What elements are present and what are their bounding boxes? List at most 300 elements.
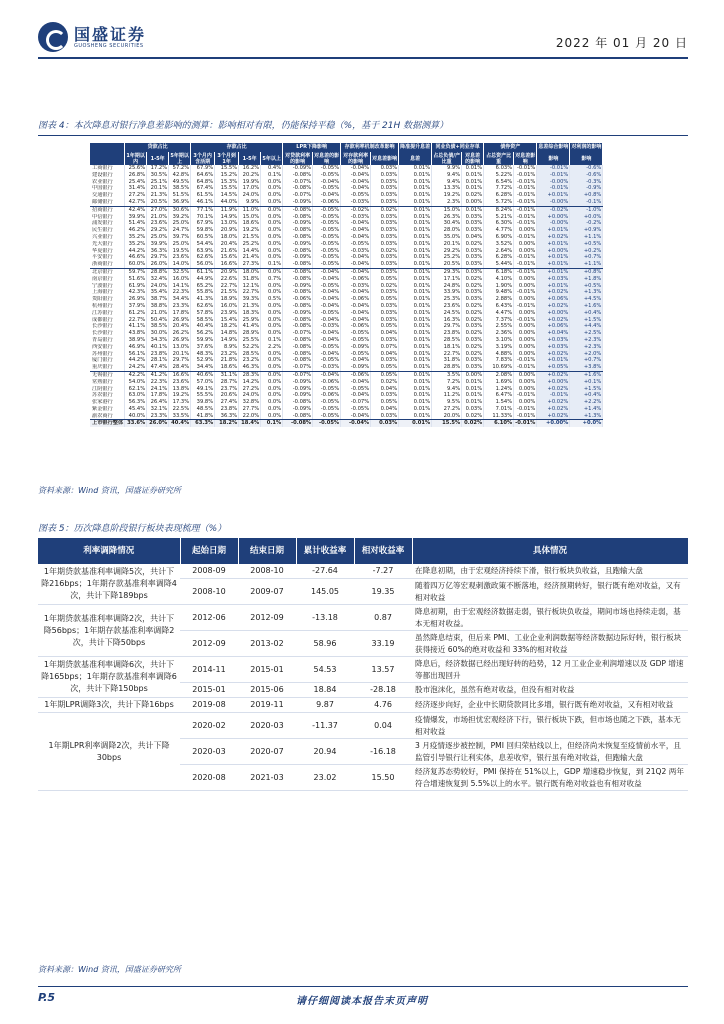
table-cell: 60.5% (191, 234, 215, 241)
table-cell: 0.01% (399, 283, 432, 290)
table-cell: 0.00% (514, 323, 537, 330)
table-cell: 61.5% (191, 192, 215, 199)
table-cell: +1.5% (570, 317, 603, 324)
table-header-cell: 影响 (537, 152, 570, 165)
table-cell: 0.02% (371, 379, 399, 386)
column-header: 具体情况 (412, 538, 688, 564)
bank-name: 北京银行 (90, 268, 125, 275)
table-cell: 0.1% (261, 337, 283, 344)
table-header-cell: 1年期以内 (126, 152, 145, 165)
table-cell: 54.4% (191, 241, 215, 248)
table-cell: 32.1% (147, 406, 169, 413)
table-cell: 0.01% (399, 413, 432, 420)
table-cell: 26.4% (147, 399, 169, 406)
table-cell: +0.02% (537, 234, 570, 241)
table-cell: 64.8% (191, 179, 215, 186)
table-cell: 9.9% (432, 165, 462, 172)
table-cell: -0.04% (341, 379, 371, 386)
table-cell: 64.6% (191, 172, 215, 179)
table-cell: 0.03% (462, 337, 484, 344)
table-cell: 0.0% (261, 413, 283, 420)
table-cell: 45.4% (125, 406, 147, 413)
table-cell: 41.1% (125, 323, 147, 330)
table-header-cell: 存款利率机制改革影响 (341, 143, 399, 152)
table-cell: 6.28% (484, 192, 514, 199)
table-cell: +0.06% (537, 296, 570, 303)
table-cell: -0.01% (514, 406, 537, 413)
table-cell: 2013-02 (238, 631, 296, 657)
table-cell: 26.0% (147, 261, 169, 268)
table-cell: 20.2% (239, 172, 261, 179)
table-cell: -0.09% (283, 283, 313, 290)
table-cell: 0.03% (371, 268, 399, 275)
table-cell: 9.87 (296, 698, 354, 713)
table-cell: 46.3% (239, 364, 261, 371)
table-row (90, 289, 603, 296)
table-cell: -0.04% (313, 296, 341, 303)
table-cell: -0.00% (537, 179, 570, 186)
table-cell: 16.2% (239, 165, 261, 172)
table-cell: +0.8% (570, 192, 603, 199)
table-cell: 29.7% (147, 254, 169, 261)
table-cell: 37.9% (125, 303, 147, 310)
table-cell: -0.05% (313, 234, 341, 241)
table-cell: -0.04% (341, 268, 371, 275)
table-cell: 14.8% (215, 330, 239, 337)
table-row (90, 344, 603, 351)
table-cell: -0.01% (515, 420, 536, 427)
table-cell: 18.0% (239, 268, 261, 275)
table-cell: -0.05% (341, 351, 371, 358)
bank-name: 苏州银行 (90, 351, 125, 358)
table-cell: -0.04% (341, 179, 371, 186)
table-row (90, 330, 603, 337)
table-cell: 19.35 (354, 579, 412, 605)
table-cell: +0.0% (570, 420, 603, 427)
table-cell: -0.01% (514, 357, 537, 364)
table-cell: 3.5% (432, 371, 462, 378)
table-cell: 25.0% (147, 234, 169, 241)
table-cell: 27.7% (239, 406, 261, 413)
bank-name: 渝农商行 (90, 413, 125, 420)
table-cell: 42.3% (125, 289, 147, 296)
table-cell: 0.04% (371, 386, 399, 393)
table-cell: 38.5% (169, 185, 191, 192)
table-cell: 23.3% (147, 413, 169, 420)
table-row (90, 310, 603, 317)
table-cell: 0.02% (462, 283, 484, 290)
table-cell: -0.07% (283, 192, 313, 199)
table-cell: 18.9% (215, 296, 239, 303)
table-cell: 0.02% (462, 317, 484, 324)
table-header-cell: 5年期以上 (170, 152, 189, 165)
table-cell: 2.08% (484, 371, 514, 378)
bank-name: 成都银行 (90, 317, 125, 324)
table-cell: 23.7% (215, 386, 239, 393)
table-cell: -0.01% (514, 185, 537, 192)
bank-name: 农业银行 (90, 179, 125, 186)
table-cell: +0.03% (537, 337, 570, 344)
table-cell: 19.2% (432, 192, 462, 199)
table-cell: 9.9% (239, 199, 261, 206)
table-cell: 23.2% (239, 357, 261, 364)
table-cell: 19.2% (239, 227, 261, 234)
table-cell: -0.09% (283, 386, 313, 393)
table-cell: 57.2% (169, 165, 191, 172)
table-cell: +1.6% (570, 371, 603, 378)
detail-text: 3 月疫情逐步被控制，PMI 回归荣枯线以上，但经济尚未恢复至疫情前水平，且监管引导银行让利实体，息差收窄，银行虽有绝对收益，但跑输大盘 (412, 739, 688, 765)
table-cell: 0.0% (261, 310, 283, 317)
table-cell: 0.03% (371, 214, 399, 221)
table-row (90, 379, 603, 386)
table-cell: +0.02% (537, 371, 570, 378)
table-cell: -0.04% (341, 165, 371, 172)
table-cell: 27.2% (125, 192, 147, 199)
table-cell: -0.03% (313, 364, 341, 371)
table-cell: +1.3% (570, 413, 603, 420)
table-cell: -0.6% (570, 172, 603, 179)
table-cell: 0.03% (371, 337, 399, 344)
table-cell: 0.02% (462, 330, 484, 337)
table-cell: 0.01% (399, 337, 432, 344)
table-cell: 0.01% (399, 399, 432, 406)
table-cell: 44.9% (191, 276, 215, 283)
table-cell: -0.01% (514, 289, 537, 296)
table-cell: -0.08% (283, 303, 313, 310)
table-cell: 59.9% (191, 337, 215, 344)
table-cell: 27.4% (215, 399, 239, 406)
table-cell: 0.01% (399, 276, 432, 283)
table-row (90, 406, 603, 413)
table-cell: -0.05% (313, 386, 341, 393)
table-cell: 19.5% (169, 248, 191, 255)
table-header-cell: 对存款利率的影响 (341, 152, 371, 165)
table-cell: 56.1% (125, 351, 147, 358)
table-cell: 26.8% (125, 172, 147, 179)
table-cell: +0.02% (537, 386, 570, 393)
table-cell: 13.8% (169, 386, 191, 393)
table-cell: -0.08% (283, 420, 313, 427)
table-cell: -0.05% (313, 227, 341, 234)
table-cell: -0.04% (341, 185, 371, 192)
table-cell: 0.03% (371, 254, 399, 261)
table-cell: 24.7% (169, 227, 191, 234)
table-cell: 0.0% (261, 399, 283, 406)
table-cell: 0.1% (261, 261, 283, 268)
table-cell: -0.05% (313, 220, 341, 227)
table-cell: 16.0% (169, 276, 191, 283)
table-cell: 0.01% (399, 392, 432, 399)
table-cell: 0.03% (462, 214, 484, 221)
table-cell: +1.1% (570, 234, 603, 241)
table-cell: 0.00% (514, 386, 537, 393)
table-cell: 0.01% (399, 406, 432, 413)
table-cell: 0.03% (371, 185, 399, 192)
table-cell: 57.0% (191, 379, 215, 386)
bank-name: 中信银行 (90, 214, 125, 221)
rate-cut-description: 1年期贷款基准利率调降6次，共计下降165bps；1年期存款基准利率调降6次，共计下降150bps (38, 657, 180, 698)
table-cell: -0.08% (283, 289, 313, 296)
table-cell: 10.69% (484, 364, 514, 371)
table-cell: 14.9% (215, 337, 239, 344)
table-cell: -1.0% (570, 206, 603, 213)
rate-cut-description: 1年期LPR利率调降2次，共计下降30bps (38, 713, 180, 791)
table-cell: 65.2% (191, 283, 215, 290)
bank-name: 平安银行 (90, 254, 125, 261)
table-cell: -0.05% (341, 337, 371, 344)
table-cell: 17.1% (432, 276, 462, 283)
table-cell: 32.4% (147, 276, 169, 283)
table-cell: +0.8% (570, 268, 603, 275)
table-header-cell: 贷款占比 (125, 143, 191, 152)
table-cell: 0.01% (399, 357, 432, 364)
table-cell: -0.04% (313, 330, 341, 337)
rate-cut-description: 1年期贷款基准利率调降2次，共计下降56bps；1年期存款基准利率调降2次，共计下降50bps (38, 605, 180, 657)
table-header-cell: 同业负债+同业存单 (432, 143, 484, 152)
table-cell: -0.05% (341, 386, 371, 393)
table-cell: 56.2% (191, 330, 215, 337)
table-cell: +1.5% (570, 386, 603, 393)
table-cell: -0.03% (341, 214, 371, 221)
table-cell: 62.6% (191, 254, 215, 261)
table-cell: 0.00% (514, 248, 537, 255)
table-header-cell: 1-5年 (239, 152, 261, 165)
table-cell: -0.05% (313, 172, 341, 179)
table-cell: 2015-06 (238, 683, 296, 698)
table-row (90, 371, 603, 378)
table-cell: -16.18 (354, 739, 412, 765)
table-cell: 5.72% (484, 199, 514, 206)
table-cell: 18.2% (215, 323, 239, 330)
table-cell: 0.01% (399, 165, 432, 172)
table-cell: 38.5% (147, 323, 169, 330)
table-cell: 0.03% (371, 220, 399, 227)
table-row (90, 296, 603, 303)
table-cell: -0.08% (283, 248, 313, 255)
column-header: 利率调降情况 (38, 538, 180, 564)
table-cell: 0.01% (399, 179, 432, 186)
table-cell: 54.0% (125, 379, 147, 386)
table-cell: -0.07% (283, 330, 313, 337)
table-cell: -0.08% (283, 172, 313, 179)
table-cell: +0.03% (537, 344, 570, 351)
table-cell: -0.05% (313, 241, 341, 248)
bank-name: 邮储银行 (90, 199, 125, 206)
table-cell: 0.03% (371, 357, 399, 364)
table-cell: 54.53 (296, 657, 354, 683)
table-cell: 22.6% (215, 276, 239, 283)
table-cell: -0.04% (341, 227, 371, 234)
table-cell: 0.02% (462, 192, 484, 199)
table-cell: 0.05% (371, 399, 399, 406)
bank-name: 光大银行 (90, 241, 125, 248)
table-cell: 0.03% (371, 420, 399, 427)
table-cell: 0.01% (399, 344, 432, 351)
bank-name: 上海银行 (90, 289, 125, 296)
table-cell: 5.21% (484, 214, 514, 221)
table-cell: 63.9% (191, 248, 215, 255)
table-cell: +1.8% (570, 276, 603, 283)
table-cell: 2020-02 (180, 713, 238, 739)
table-cell: 18.3% (239, 310, 261, 317)
table-cell: 9.48% (484, 289, 514, 296)
table-cell: 0.0% (261, 379, 283, 386)
table-cell: 3.52% (484, 241, 514, 248)
table-cell: 0.03% (462, 289, 484, 296)
table-cell: 0.05% (371, 296, 399, 303)
table-cell: 0.0% (261, 254, 283, 261)
table-cell: 70.1% (191, 214, 215, 221)
table-cell: 0.05% (371, 364, 399, 371)
table-cell: 15.3% (215, 179, 239, 186)
figure-5-title: 图表 5：历次降息阶段银行板块表现梳理（%） (38, 518, 688, 539)
table-cell: 0.03% (371, 234, 399, 241)
table-cell: 2019-08 (180, 698, 238, 713)
table-cell: -0.01% (514, 179, 537, 186)
table-cell: 21.3% (147, 192, 169, 199)
table-cell: 58.5% (191, 317, 215, 324)
table-header-cell: LPR下降影响 (283, 143, 341, 152)
table-cell: 0.0% (261, 220, 283, 227)
table-cell: +0.00% (537, 248, 570, 255)
bank-name: 西安银行 (90, 344, 125, 351)
table-cell: 18.4% (239, 420, 261, 427)
table-cell: 0.03% (371, 241, 399, 248)
table-cell: 0.01% (399, 371, 432, 378)
table-header-cell: 降准提升息差 (400, 144, 431, 150)
table-cell: 0.01% (399, 248, 432, 255)
table-cell: 0.02% (371, 248, 399, 255)
table-row (90, 248, 603, 255)
table-cell: 0.03% (371, 179, 399, 186)
table-cell: 63.0% (125, 392, 147, 399)
table-cell: 0.03% (371, 317, 399, 324)
table-cell: 2.3% (432, 199, 462, 206)
table-cell: 0.05% (371, 371, 399, 378)
table-cell: -0.06% (341, 276, 371, 283)
table-cell: -0.09% (283, 379, 313, 386)
table-cell: 13.0% (215, 220, 239, 227)
table-cell: 39.8% (191, 399, 215, 406)
table-cell: 14.5% (215, 192, 239, 199)
table-cell: 9.5% (432, 399, 462, 406)
table-cell: -0.01% (537, 392, 570, 399)
table-cell: 0.04% (371, 330, 399, 337)
table-cell: 0.03% (371, 261, 399, 268)
table-cell: 0.01% (462, 206, 484, 213)
table-cell: 6.28% (484, 254, 514, 261)
table-row (90, 364, 603, 371)
table-cell: 11.0% (239, 206, 261, 213)
column-header: 起始日期 (180, 538, 238, 564)
disclaimer-link[interactable]: 请仔细阅读本报告末页声明 (296, 996, 428, 1007)
table-cell: +0.02% (537, 289, 570, 296)
table-cell: 7.2% (432, 379, 462, 386)
table-cell: -0.08% (283, 317, 313, 324)
table-cell: 0.02% (371, 283, 399, 290)
table-cell: 0.00% (462, 371, 484, 378)
table-cell: 0.03% (462, 323, 484, 330)
table-cell: 0.01% (399, 199, 432, 206)
table-cell: -0.05% (341, 330, 371, 337)
table-cell: 0.01% (399, 261, 432, 268)
table-row (90, 337, 603, 344)
table-cell: 28.0% (432, 227, 462, 234)
bank-name: 江苏银行 (90, 310, 125, 317)
table-cell: 9.4% (432, 386, 462, 393)
table-cell: -0.04% (341, 289, 371, 296)
table-row (90, 254, 603, 261)
table-cell: 21.6% (215, 248, 239, 255)
table-cell: 46.2% (125, 227, 147, 234)
table-cell: 25.3% (432, 296, 462, 303)
table-cell: 6.10% (484, 420, 514, 427)
table-row (90, 317, 603, 324)
table-cell: 2020-07 (238, 739, 296, 765)
table-cell: 28.7% (215, 379, 239, 386)
table-cell: 2020-08 (180, 765, 238, 791)
table-cell: 42.4% (125, 206, 147, 213)
table-cell: -0.01% (514, 261, 537, 268)
table-cell: -0.01% (514, 220, 537, 227)
table-cell: 16.6% (169, 371, 191, 378)
table-cell: -0.04% (313, 351, 341, 358)
table-cell: -0.3% (570, 179, 603, 186)
column-header: 相对收益率 (354, 538, 412, 564)
table-cell: 15.6% (215, 254, 239, 261)
table-cell: 18.6% (215, 364, 239, 371)
table-cell: 0.0% (261, 351, 283, 358)
table-cell: +0.4% (570, 392, 603, 399)
table-cell: 32.8% (239, 399, 261, 406)
table-cell: 24.0% (239, 392, 261, 399)
table-cell: 44.2% (125, 248, 147, 255)
table-cell: 46.6% (125, 254, 147, 261)
table-cell: 20.6% (215, 392, 239, 399)
table-cell: -0.09% (283, 220, 313, 227)
table-cell: 15.0% (239, 214, 261, 221)
table-cell: 0.0% (261, 317, 283, 324)
table-cell: 67.9% (191, 165, 215, 172)
table-cell: 0.5% (261, 296, 283, 303)
table-cell: 0.0% (261, 392, 283, 399)
table-cell: 28.1% (147, 357, 169, 364)
table-cell: 49.1% (191, 386, 215, 393)
table-cell: 2009-07 (238, 579, 296, 605)
table-cell: 0.03% (371, 413, 399, 420)
table-cell: 56.0% (191, 261, 215, 268)
table-cell: 2.64% (484, 248, 514, 255)
table-cell: -0.6% (570, 165, 603, 172)
table-cell: 24.8% (432, 283, 462, 290)
table-header-cell: 息差 (399, 152, 432, 165)
table-cell: 0.03% (462, 227, 484, 234)
table-cell: 25.6% (125, 165, 147, 172)
table-cell: 31.1% (215, 371, 239, 378)
table-cell: 16.0% (215, 303, 239, 310)
table-cell: +0.01% (537, 241, 570, 248)
table-cell: -0.08% (283, 234, 313, 241)
table-cell: 23.02 (296, 765, 354, 791)
table-cell: 0.03% (462, 261, 484, 268)
table-cell: 0.0% (261, 303, 283, 310)
table-cell: -0.09% (283, 310, 313, 317)
table-cell: 18.6% (239, 220, 261, 227)
table-cell: 32.5% (169, 268, 191, 275)
table-cell: -0.04% (313, 289, 341, 296)
rate-cut-description: 1年期贷款基准利率调降5次，共计下降216bps；1年期存款基准利率调降4次，共计下降189bps (38, 564, 180, 605)
table-cell: -11.37 (296, 713, 354, 739)
